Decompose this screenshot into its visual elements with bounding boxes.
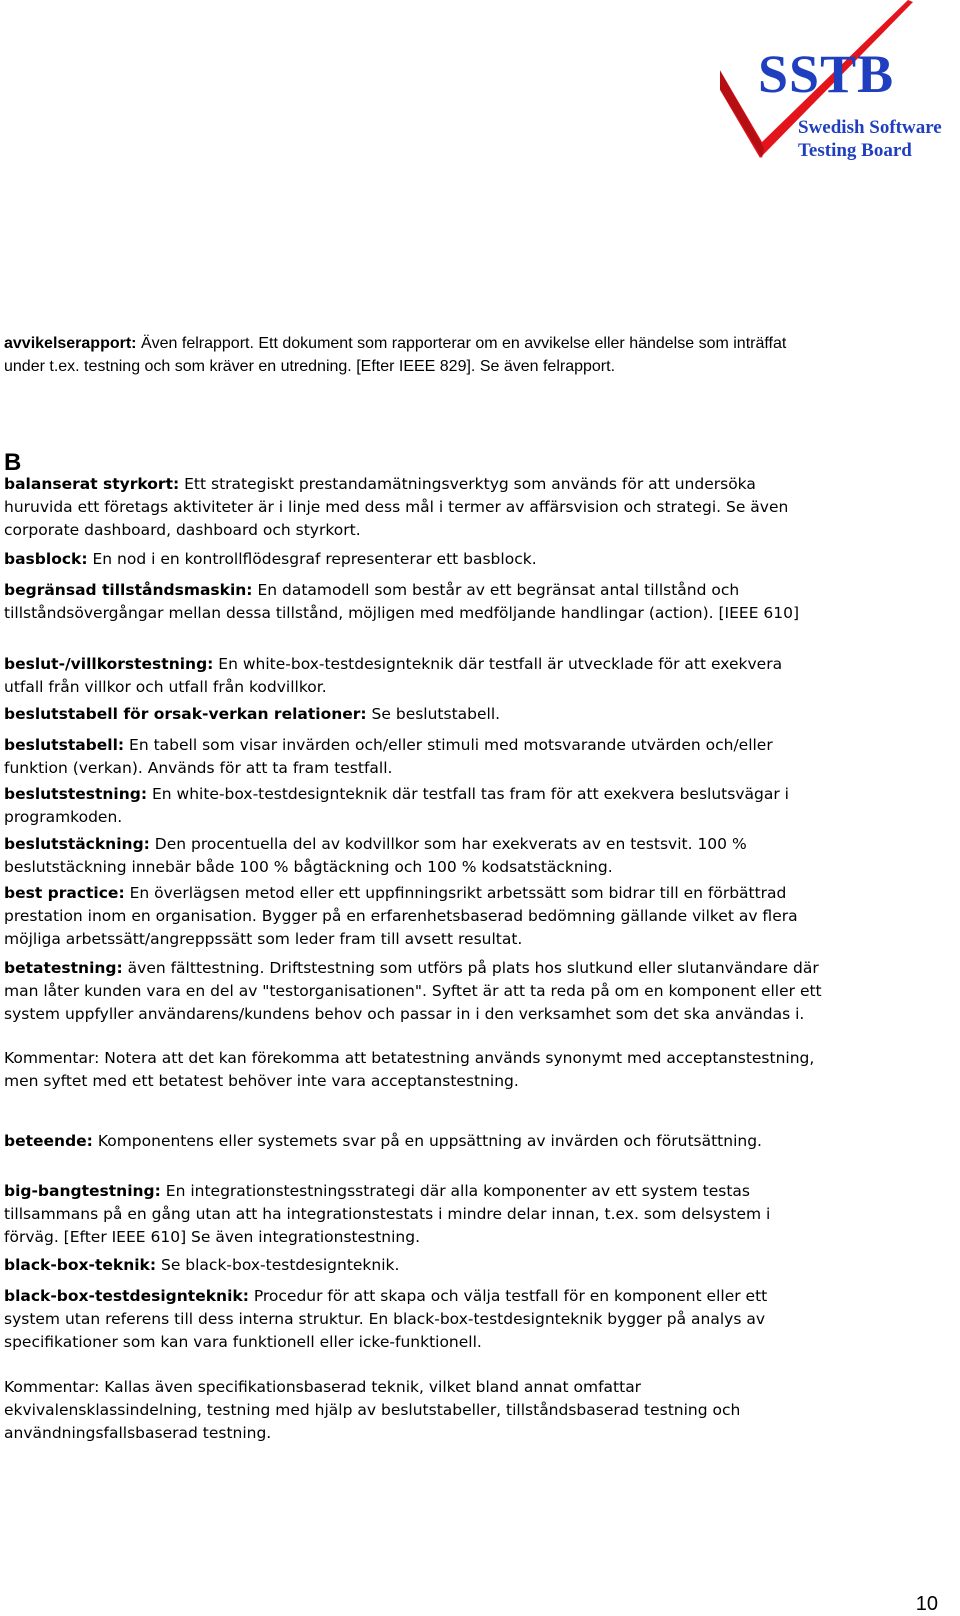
- glossary-entry: [4, 332, 824, 378]
- glossary-comment: [4, 1376, 824, 1445]
- glossary-entry: [4, 833, 824, 879]
- glossary-term: begränsad tillståndsmaskin:: [4, 581, 253, 599]
- glossary-definition: Se beslutstabell.: [366, 705, 501, 723]
- glossary-definition: En datamodell som består av ett begränsat antal tillstånd och tillståndsövergångar mellan dessa tillstånd, möjligen med medföljande handlingar (action). [IEEE 610]: [4, 581, 800, 622]
- glossary-entry: [4, 957, 824, 1026]
- glossary-definition: En överlägsen metod eller ett uppfinningsrikt arbetssätt som bidrar till en förbättrad prestation inom en organisation. Bygger på en erfarenhetsbaserad bedömning gällande vilket av flera möjliga arbetssätt/angreppssätt som leder fram till avsett resultat.: [4, 884, 798, 948]
- glossary-definition: En integrationstestningsstrategi där alla komponenter av ett system testas tillsammans på en gång utan att ha integrationstestats i mindre delar innan, t.ex. som delsystem i förväg. [Efter IEEE 610] Se även integrationstestning.: [4, 1182, 771, 1246]
- glossary-entry: [4, 734, 824, 780]
- glossary-entry: [4, 783, 824, 829]
- glossary-term: beteende:: [4, 1132, 93, 1150]
- glossary-entry: [4, 473, 824, 542]
- glossary-definition: Procedur för att skapa och välja testfall för en komponent eller ett system utan referens till dess interna struktur. En black-box-testdesignteknik bygger på analys av specifikationer som kan vara funktionell eller icke-funktionell.: [4, 1287, 768, 1351]
- glossary-definition: Ett strategiskt prestandamätningsverktyg som används för att undersöka huruvida ett företags aktiviteter är i linje med dess mål i termer av affärsvision och strategi. Se även corporate dashboard, dashboard och styrkort.: [4, 475, 789, 539]
- glossary-term: avvikelserapport:: [4, 335, 137, 352]
- glossary-definition: En nod i en kontrollflödesgraf representerar ett basblock.: [87, 550, 537, 568]
- glossary-definition: Den procentuella del av kodvillkor som har exekverats av en testsvit. 100 % beslutstäckning innebär både 100 % bågtäckning och 100 % kodsatstäckning.: [4, 835, 747, 876]
- comment-text: Kommentar: Kallas även specifikationsbaserad teknik, vilket bland annat omfattar ekvivalensklassindelning, testning med hjälp av beslutstabeller, tillståndsbaserad testning och användningsfallsbaserad testning.: [4, 1378, 741, 1442]
- glossary-comment: [4, 1047, 824, 1093]
- comment-text: Kommentar: Notera att det kan förekomma att betatestning används synonymt med acceptanstestning, men syftet med ett betatest behöver inte vara acceptanstestning.: [4, 1049, 815, 1090]
- glossary-term: balanserat styrkort:: [4, 475, 180, 493]
- svg-text:Testing Board: Testing Board: [798, 140, 912, 161]
- glossary-term: beslutstabell:: [4, 736, 125, 754]
- glossary-entry: [4, 653, 824, 699]
- glossary-definition: Se black-box-testdesignteknik.: [156, 1256, 400, 1274]
- svg-text:SSTB: SSTB: [758, 44, 895, 104]
- glossary-definition: även fälttestning. Driftstestning som utförs på plats hos slutkund eller slutanvändare där man låter kunden vara en del av "testorganisationen". Syftet är att ta reda på om en komponent eller ett system uppfyller användarens/kundens behov och passar in i den verksamhet som det ska användas i.: [4, 959, 822, 1023]
- sstb-logo: [720, 0, 960, 175]
- glossary-term: big-bangtestning:: [4, 1182, 161, 1200]
- svg-text:Swedish Software: Swedish Software: [798, 117, 942, 138]
- glossary-term: black-box-teknik:: [4, 1256, 157, 1274]
- glossary-term: beslutstäckning:: [4, 835, 150, 853]
- glossary-entry: [4, 882, 824, 951]
- glossary-definition: Komponentens eller systemets svar på en uppsättning av invärden och förutsättning.: [92, 1132, 762, 1150]
- glossary-entry: [4, 1254, 824, 1277]
- glossary-entry: [4, 1130, 824, 1153]
- glossary-definition: En white-box-testdesignteknik där testfall tas fram för att exekvera beslutsvägar i programkoden.: [4, 785, 789, 826]
- glossary-entry: [4, 703, 824, 726]
- glossary-term: basblock:: [4, 550, 88, 568]
- page-number: 10: [915, 1593, 938, 1615]
- glossary-term: beslut-/villkorstestning:: [4, 655, 214, 673]
- glossary-term: black-box-testdesignteknik:: [4, 1287, 249, 1305]
- glossary-entry: [4, 579, 824, 625]
- glossary-entry: [4, 1285, 824, 1354]
- glossary-definition: En white-box-testdesignteknik där testfall är utvecklade för att exekvera utfall från villkor och utfall från kodvillkor.: [4, 655, 783, 696]
- glossary-definition: Även felrapport. Ett dokument som rapporterar om en avvikelse eller händelse som inträffat under t.ex. testning och som kräver en utredning. [Efter IEEE 829]. Se även felrapport.: [4, 335, 787, 375]
- glossary-entry: [4, 1180, 824, 1249]
- glossary-definition: En tabell som visar invärden och/eller stimuli med motsvarande utvärden och/eller funktion (verkan). Används för att ta fram testfall.: [4, 736, 773, 777]
- glossary-entry: [4, 548, 824, 571]
- section-letter: B: [4, 449, 22, 476]
- glossary-term: beslutstabell för orsak-verkan relationer:: [4, 705, 367, 723]
- sstb-logo-graphic: [720, 0, 960, 175]
- glossary-term: betatestning:: [4, 959, 123, 977]
- glossary-term: best practice:: [4, 884, 125, 902]
- glossary-term: beslutstestning:: [4, 785, 148, 803]
